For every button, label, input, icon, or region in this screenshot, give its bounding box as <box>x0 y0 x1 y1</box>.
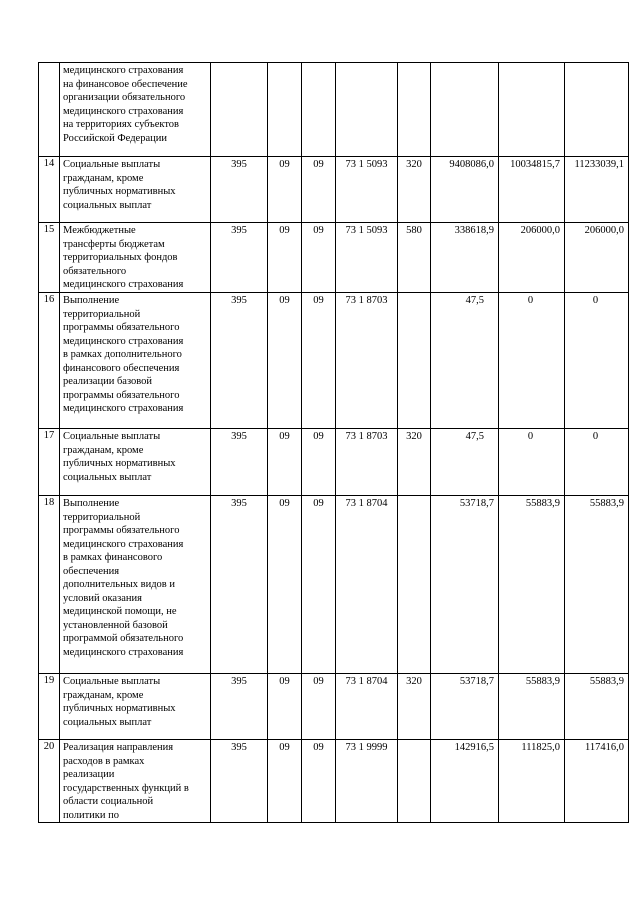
expense-name-line: Социальные выплаты <box>63 676 161 687</box>
expense-name-line: программой обязательного <box>63 633 184 644</box>
section-code-cell <box>268 63 302 157</box>
amount-year2-cell: 206000,0 <box>499 223 565 293</box>
ministry-code-cell: 395 <box>211 223 268 293</box>
subsection-code-cell: 09 <box>302 157 336 223</box>
expense-name-line: социальных выплат <box>63 199 152 211</box>
section-code-cell: 09 <box>268 223 302 293</box>
table-row <box>39 674 629 740</box>
expense-type-code-cell: 320 <box>398 429 431 496</box>
section-code-cell: 09 <box>268 674 302 740</box>
expense-name-line: Межбюджетные <box>63 225 136 236</box>
expense-name-line: Социальные выплаты <box>63 431 161 442</box>
expense-name-line: в рамках дополнительного <box>63 349 182 360</box>
amount-year1-cell <box>431 63 499 157</box>
section-code-cell: 09 <box>268 496 302 674</box>
expense-type-code-cell <box>398 496 431 674</box>
subsection-code-cell: 09 <box>302 740 336 823</box>
expense-name-line: обязательного <box>63 265 127 277</box>
row-number-cell: 19 <box>39 674 60 740</box>
amount-year3-cell: 55883,9 <box>565 496 629 674</box>
amount-year1-cell: 47,5 <box>431 429 499 496</box>
ministry-code-cell: 395 <box>211 429 268 496</box>
expense-name-line: медицинского страхования <box>63 279 184 290</box>
section-code-cell: 09 <box>268 157 302 223</box>
ministry-code-cell: 395 <box>211 293 268 429</box>
expense-name-cell <box>60 157 211 223</box>
expense-type-code-cell: 320 <box>398 674 431 740</box>
amount-year2-cell: 0 <box>499 429 565 496</box>
expense-name-line: трансферты бюджетам <box>63 238 165 250</box>
expense-name-line: программы обязательного <box>63 525 180 536</box>
amount-year3-cell: 117416,0 <box>565 740 629 823</box>
amount-year3-cell: 11233039,1 <box>565 157 629 223</box>
target-item-code-cell: 73 1 9999 <box>336 740 398 823</box>
row-number-cell: 14 <box>39 157 60 223</box>
target-item-code-cell: 73 1 8704 <box>336 674 398 740</box>
expense-name-cell <box>60 429 211 496</box>
amount-year3-cell: 206000,0 <box>565 223 629 293</box>
table-row <box>39 740 629 823</box>
expense-name-line: Социальные выплаты <box>63 159 161 170</box>
subsection-code-cell <box>302 63 336 157</box>
row-number-cell: 16 <box>39 293 60 429</box>
subsection-code-cell: 09 <box>302 429 336 496</box>
expense-name-line: области социальной <box>63 796 154 807</box>
expense-name-line: установленной базовой <box>63 619 168 631</box>
ministry-code-cell <box>211 63 268 157</box>
expense-name-cell <box>60 223 211 293</box>
expense-name-line: гражданам, кроме <box>63 172 144 184</box>
target-item-code-cell: 73 1 5093 <box>336 157 398 223</box>
expense-name-cell <box>60 293 211 429</box>
expense-name-line: расходов в рамках <box>63 755 145 767</box>
expense-name-cell <box>60 674 211 740</box>
target-item-code-cell <box>336 63 398 157</box>
expense-name-line: дополнительных видов и <box>63 579 175 590</box>
amount-year1-cell: 9408086,0 <box>431 157 499 223</box>
target-item-code-cell: 73 1 5093 <box>336 223 398 293</box>
table-row <box>39 223 629 293</box>
target-item-code-cell: 73 1 8703 <box>336 429 398 496</box>
expense-name-line: Выполнение <box>63 295 120 306</box>
expense-type-code-cell: 580 <box>398 223 431 293</box>
expense-name-line: финансового обеспечения <box>63 362 180 374</box>
ministry-code-cell: 395 <box>211 157 268 223</box>
expense-name-line: условий оказания <box>63 592 142 604</box>
expense-name-line: медицинского страхования <box>63 538 184 550</box>
ministry-code-cell: 395 <box>211 496 268 674</box>
expense-name-line: гражданам, кроме <box>63 689 144 701</box>
expense-name-line: публичных нормативных <box>63 458 176 469</box>
expense-type-code-cell <box>398 293 431 429</box>
row-number-cell: 18 <box>39 496 60 674</box>
subsection-code-cell: 09 <box>302 293 336 429</box>
expense-name-line: гражданам, кроме <box>63 444 144 456</box>
expense-name-line: медицинской помощи, не <box>63 606 177 617</box>
amount-year2-cell <box>499 63 565 157</box>
expense-name-line: в рамках финансового <box>63 552 163 563</box>
amount-year1-cell: 47,5 <box>431 293 499 429</box>
row-number-cell: 17 <box>39 429 60 496</box>
expense-name-line: территориальной <box>63 308 141 320</box>
expense-name-line: Выполнение <box>63 498 120 509</box>
ministry-code-cell: 395 <box>211 740 268 823</box>
expense-name-line: публичных нормативных <box>63 186 176 197</box>
subsection-code-cell: 09 <box>302 674 336 740</box>
table-row <box>39 293 629 429</box>
amount-year2-cell: 55883,9 <box>499 496 565 674</box>
target-item-code-cell: 73 1 8703 <box>336 293 398 429</box>
expense-name-line: политики по <box>63 809 120 821</box>
row-number-cell: 15 <box>39 223 60 293</box>
expense-name-line: территориальной <box>63 511 141 523</box>
row-number-cell: 20 <box>39 740 60 823</box>
expense-name-cell <box>60 740 211 823</box>
amount-year3-cell <box>565 63 629 157</box>
expense-name-line: государственных функций в <box>63 782 189 794</box>
ministry-code-cell: 395 <box>211 674 268 740</box>
amount-year2-cell: 0 <box>499 293 565 429</box>
expense-name-line: медицинского страхования <box>63 65 184 76</box>
expense-name-line: программы обязательного <box>63 322 180 333</box>
expense-name-line: на финансовое обеспечение <box>63 78 188 90</box>
amount-year3-cell: 55883,9 <box>565 674 629 740</box>
table-body <box>39 63 629 823</box>
expense-type-code-cell <box>398 740 431 823</box>
expense-name-line: медицинского страхования <box>63 403 184 414</box>
amount-year2-cell: 111825,0 <box>499 740 565 823</box>
amount-year3-cell: 0 <box>565 293 629 429</box>
expense-type-code-cell: 320 <box>398 157 431 223</box>
section-code-cell: 09 <box>268 293 302 429</box>
table-row <box>39 429 629 496</box>
row-number-cell <box>39 63 60 157</box>
expense-name-line: реализации <box>63 769 115 780</box>
expense-name-line: социальных выплат <box>63 716 152 728</box>
expense-name-line: социальных выплат <box>63 471 152 483</box>
expense-name-line: публичных нормативных <box>63 703 176 714</box>
expense-name-line: реализации базовой <box>63 376 153 387</box>
expense-name-line: территориальных фондов <box>63 252 178 263</box>
expense-name-line: медицинского страхования <box>63 105 184 117</box>
expense-name-line: медицинского страхования <box>63 646 184 658</box>
amount-year3-cell: 0 <box>565 429 629 496</box>
amount-year2-cell: 55883,9 <box>499 674 565 740</box>
expense-name-line: организации обязательного <box>63 92 186 103</box>
budget-table <box>38 62 629 823</box>
expense-name-line: Российской Федерации <box>63 132 167 144</box>
amount-year1-cell: 53718,7 <box>431 496 499 674</box>
amount-year1-cell: 338618,9 <box>431 223 499 293</box>
subsection-code-cell: 09 <box>302 223 336 293</box>
subsection-code-cell: 09 <box>302 496 336 674</box>
expense-name-line: Реализация направления <box>63 742 174 753</box>
amount-year1-cell: 142916,5 <box>431 740 499 823</box>
expense-name-line: медицинского страхования <box>63 335 184 347</box>
amount-year2-cell: 10034815,7 <box>499 157 565 223</box>
section-code-cell: 09 <box>268 740 302 823</box>
expense-type-code-cell <box>398 63 431 157</box>
table-row <box>39 157 629 223</box>
table-row <box>39 496 629 674</box>
target-item-code-cell: 73 1 8704 <box>336 496 398 674</box>
expense-name-cell <box>60 496 211 674</box>
expense-name-line: обеспечения <box>63 565 120 577</box>
section-code-cell: 09 <box>268 429 302 496</box>
expense-name-line: на территориях субъектов <box>63 119 179 130</box>
expense-name-line: программы обязательного <box>63 389 180 401</box>
expense-name-cell <box>60 63 211 157</box>
amount-year1-cell: 53718,7 <box>431 674 499 740</box>
table-row <box>39 63 629 157</box>
